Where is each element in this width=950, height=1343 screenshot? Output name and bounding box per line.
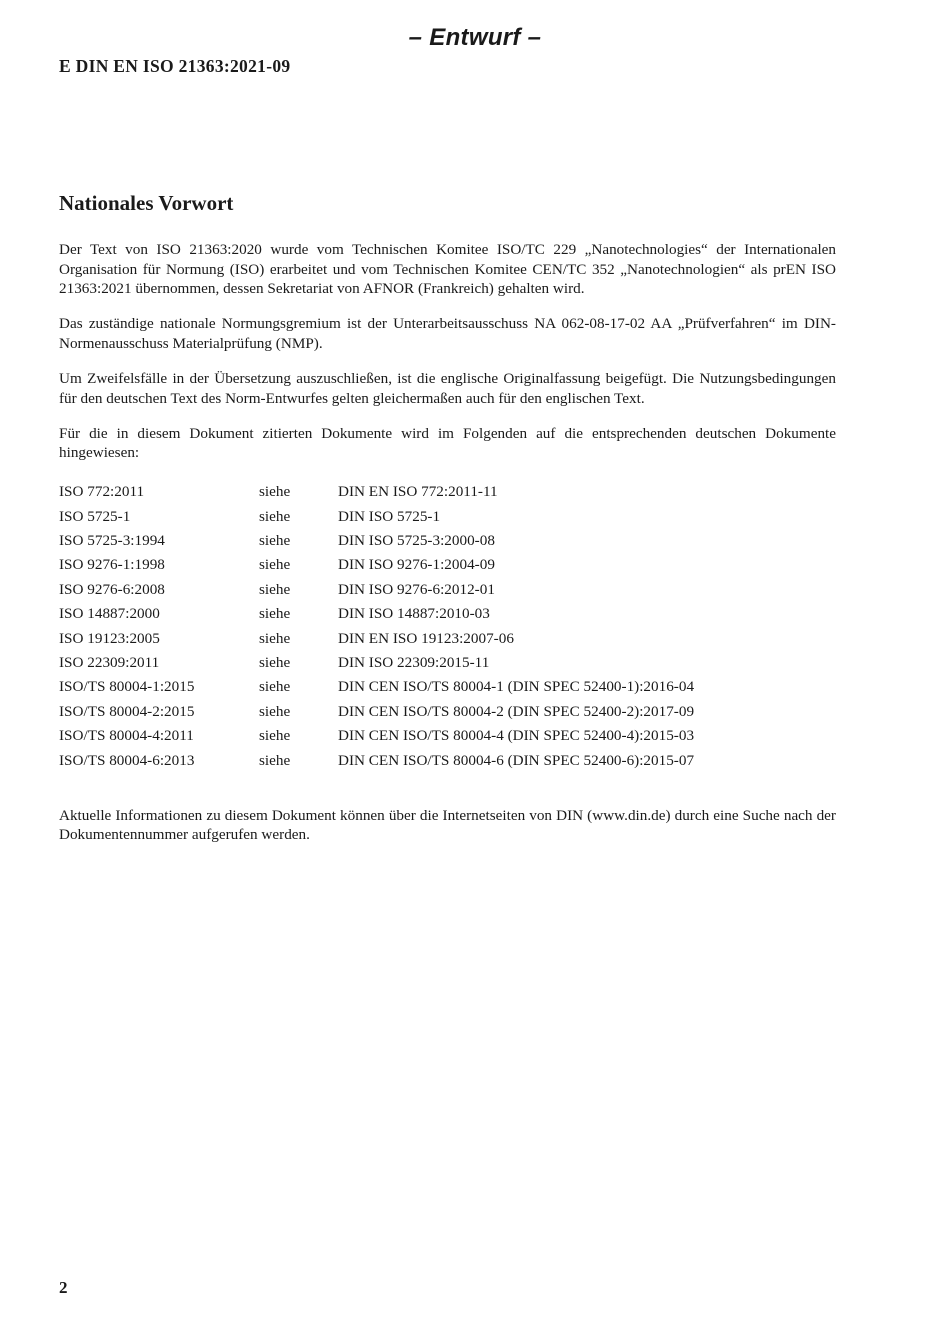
- see-label: siehe: [259, 483, 291, 501]
- din-reference: DIN ISO 14887:2010-03: [338, 605, 490, 623]
- iso-reference: ISO 5725-3:1994: [59, 532, 165, 550]
- reference-row: [59, 529, 836, 553]
- iso-reference: ISO 9276-6:2008: [59, 580, 165, 598]
- see-label: siehe: [259, 605, 291, 623]
- reference-row: [59, 724, 836, 748]
- din-reference: DIN CEN ISO/TS 80004-6 (DIN SPEC 52400-6):2015-07: [338, 751, 695, 769]
- iso-reference: ISO 22309:2011: [59, 653, 160, 671]
- see-label: siehe: [259, 702, 291, 720]
- din-reference: DIN ISO 9276-1:2004-09: [338, 556, 495, 574]
- page-number: 2: [59, 1278, 68, 1297]
- din-reference: DIN ISO 5725-1: [338, 507, 441, 525]
- reference-row: [59, 480, 836, 504]
- paragraph-references-intro: Für die in diesem Dokument zitierten Dokumente wird im Folgenden auf die entsprechenden deutschen Dokumente hingewiesen:: [59, 424, 836, 462]
- din-reference: DIN EN ISO 772:2011-11: [338, 483, 498, 501]
- reference-row: [59, 504, 836, 528]
- paragraph-translation: Um Zweifelsfälle in der Übersetzung auszuschließen, ist die englische Originalfassung beigefügt. Die Nutzungsbedingungen für den deutschen Text des Norm-Entwurfes gelten gleichermaßen auch für den englischen Text.: [59, 369, 836, 407]
- din-reference: DIN EN ISO 19123:2007-06: [338, 629, 514, 647]
- section-title: Nationales Vorwort: [59, 191, 234, 215]
- din-reference: DIN CEN ISO/TS 80004-1 (DIN SPEC 52400-1):2016-04: [338, 678, 695, 696]
- see-label: siehe: [259, 727, 291, 745]
- iso-reference: ISO/TS 80004-2:2015: [59, 702, 195, 720]
- iso-reference: ISO 14887:2000: [59, 605, 160, 623]
- paragraph-origin: Der Text von ISO 21363:2020 wurde vom Technischen Komitee ISO/TC 229 „Nanotechnologies“ der Internationalen Organisation für Normung (ISO) erarbeitet und vom Technischen Komitee CEN/TC 352 „Nanotechnologien“ als prEN ISO 21363:2021 übernommen, dessen Sekretariat von AFNOR (Frankreich) gehalten wird.: [59, 241, 836, 298]
- din-reference: DIN CEN ISO/TS 80004-4 (DIN SPEC 52400-4):2015-03: [338, 727, 695, 745]
- document-id: E DIN EN ISO 21363:2021-09: [59, 56, 291, 76]
- section-body: [59, 240, 836, 860]
- draft-label: – Entwurf –: [408, 24, 542, 51]
- din-reference: DIN CEN ISO/TS 80004-2 (DIN SPEC 52400-2):2017-09: [338, 702, 695, 720]
- see-label: siehe: [259, 629, 291, 647]
- reference-row: [59, 675, 836, 699]
- iso-reference: ISO 772:2011: [59, 483, 145, 501]
- reference-row: [59, 626, 836, 650]
- iso-reference: ISO/TS 80004-4:2011: [59, 727, 194, 745]
- see-label: siehe: [259, 751, 291, 769]
- see-label: siehe: [259, 678, 291, 696]
- see-label: siehe: [259, 653, 291, 671]
- reference-table: [59, 480, 836, 773]
- din-reference: DIN ISO 22309:2015-11: [338, 653, 490, 671]
- reference-row: [59, 651, 836, 675]
- iso-reference: ISO 5725-1: [59, 507, 131, 525]
- paragraph-more-info: Aktuelle Informationen zu diesem Dokument können über die Internetseiten von DIN (www.din.de) durch eine Suche nach der Dokumentennummer aufgerufen werden.: [59, 806, 836, 844]
- din-reference: DIN ISO 9276-6:2012-01: [338, 580, 495, 598]
- see-label: siehe: [259, 507, 291, 525]
- reference-row: [59, 699, 836, 723]
- paragraph-committee: Das zuständige nationale Normungsgremium ist der Unterarbeitsausschuss NA 062-08-17-02 AA „Prüfverfahren“ im DIN-Normenausschuss Materialprüfung (NMP).: [59, 315, 836, 352]
- iso-reference: ISO/TS 80004-6:2013: [59, 751, 195, 769]
- reference-row: [59, 748, 836, 772]
- see-label: siehe: [259, 580, 291, 598]
- iso-reference: ISO 19123:2005: [59, 629, 160, 647]
- see-label: siehe: [259, 532, 291, 550]
- reference-row: [59, 577, 836, 601]
- iso-reference: ISO/TS 80004-1:2015: [59, 678, 195, 696]
- reference-row: [59, 602, 836, 626]
- iso-reference: ISO 9276-1:1998: [59, 556, 165, 574]
- see-label: siehe: [259, 556, 291, 574]
- reference-row: [59, 553, 836, 577]
- din-reference: DIN ISO 5725-3:2000-08: [338, 532, 495, 550]
